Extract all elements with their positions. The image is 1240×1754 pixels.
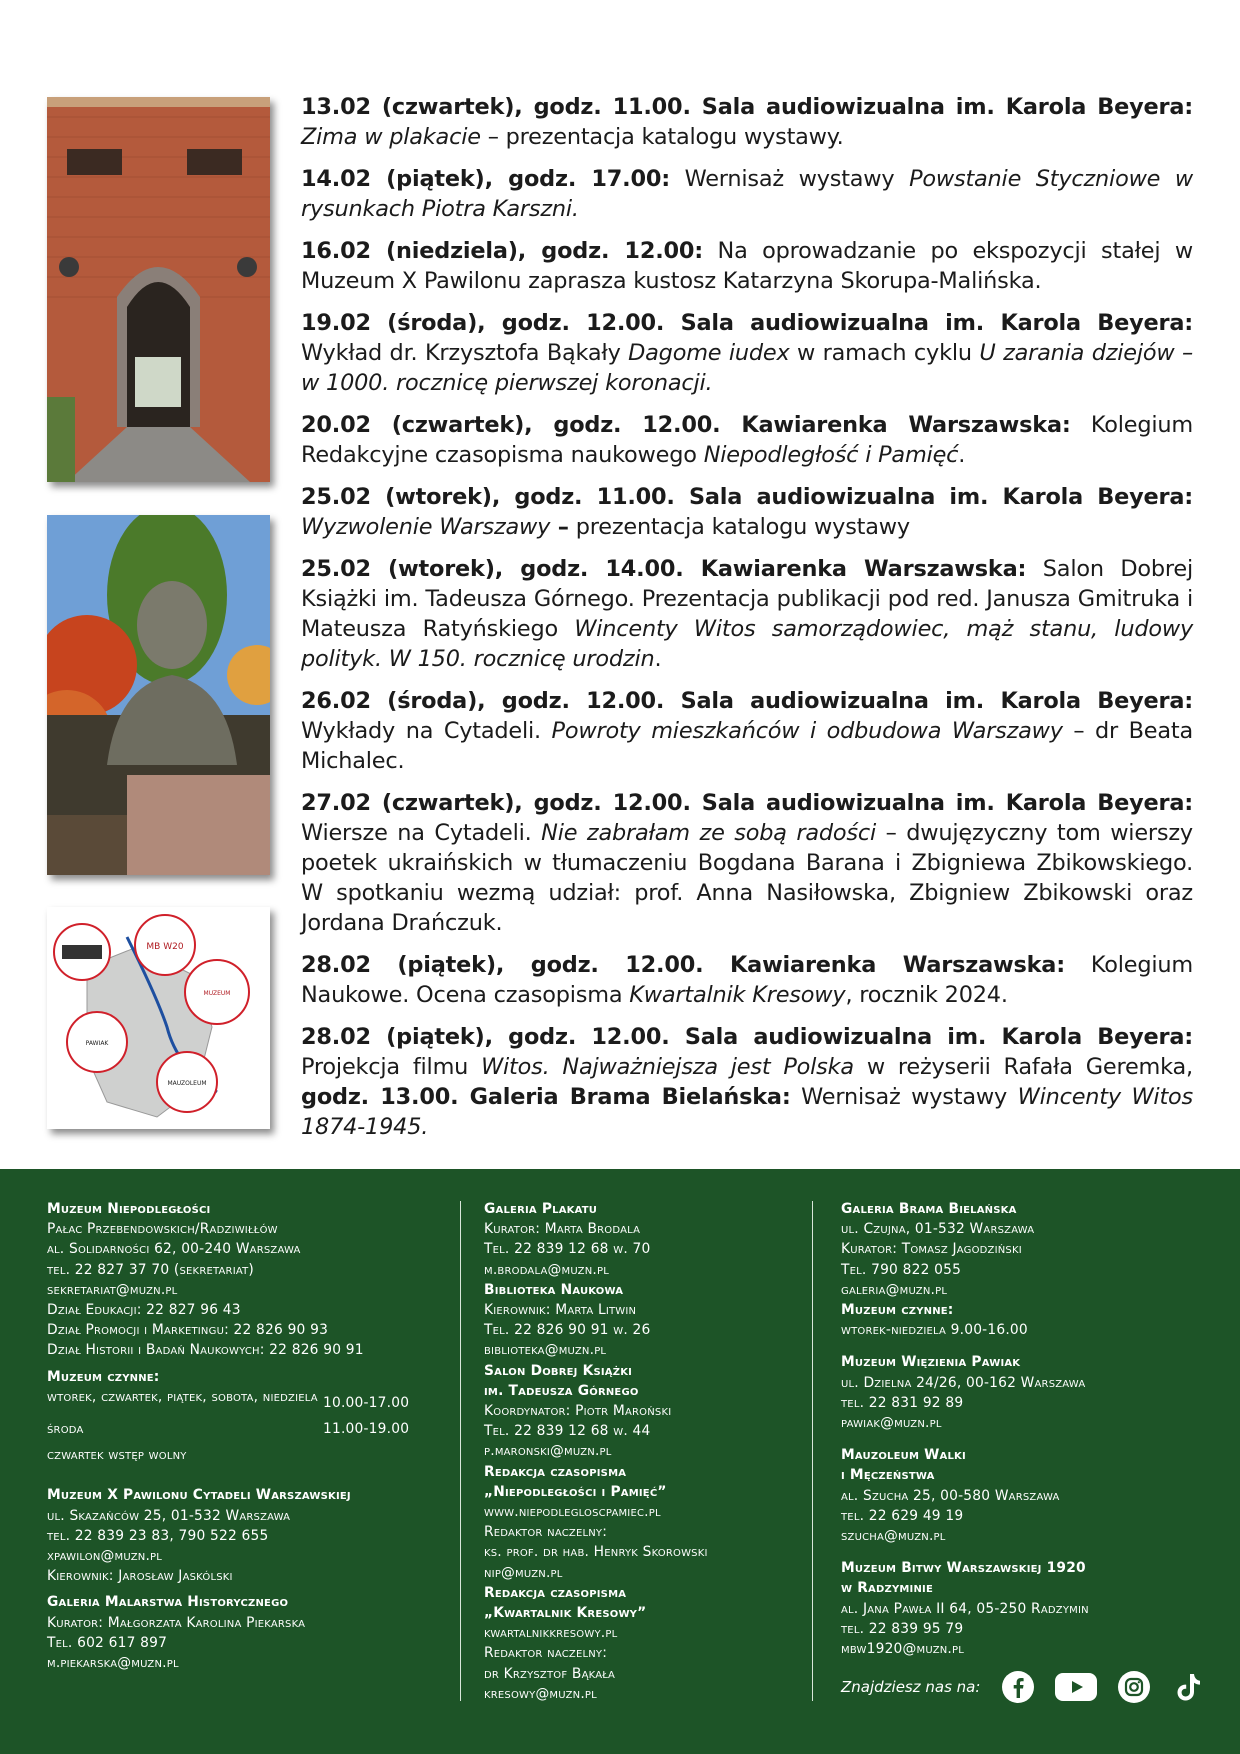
email-link[interactable]: xpawilon@muzn.pl bbox=[47, 1548, 163, 1565]
footer-heading: Redakcja czasopisma bbox=[484, 1584, 627, 1601]
citadel-gate-photo bbox=[47, 97, 270, 482]
email-link[interactable]: mbw1920@muzn.pl bbox=[841, 1641, 965, 1658]
email-link[interactable]: kresowy@muzn.pl bbox=[484, 1685, 597, 1702]
footer-heading: Galeria Plakatu bbox=[484, 1201, 598, 1217]
instagram-icon[interactable] bbox=[1116, 1669, 1152, 1705]
footer-column-main-museum: Muzeum Niepodległości Pałac Przebendowskich/Radziwiłłów al. Solidarności 62, 00-240 Warszawa tel. 22 827 37 70 (sekretariat) sekretariat@muzn.pl Dział Edukacji: 22 827 96 43 Dział Promocji i Marketingu: 22 826 90 93 Dział Historii i Badań Naukowych: 22 826 90 91 Muzeum czynne: wtorek, czwartek, piątek, sobota, niedziela 10.00-17.00 środa 11.00-19.00 czwartek wstęp wolny Muzeum X Pawilonu Cytadeli Warszawskiej ul. Skazańców 25, 01-532 Warszawa tel. 22 839 23 83, 790 522 655 xpawilon@muzn.pl Kierownik: Jarosław Jaskólski Galeria Malarstwa Historycznego Kurator: Małgorzata Karolina Piekarska Tel. 602 617 897 m.piekarska@muzn.pl bbox=[47, 1199, 457, 1673]
map-label-mbw: MB W20 bbox=[146, 942, 184, 952]
event-item: 25.02 (wtorek), godz. 14.00. Kawiarenka Warszawska: Salon Dobrej Książki im. Tadeusza Górnego. Prezentacja publikacji pod red. Janusza Gmitruka i Mateusza Ratyńskiego Wincenty Witos samorządowiec, mąż stanu, ludowy polityk. W 150. rocznicę urodzin. bbox=[301, 556, 1193, 672]
event-item: 13.02 (czwartek), godz. 11.00. Sala audiowizualna im. Karola Beyera: Zima w plakacie – prezentacja katalogu wystawy. bbox=[301, 94, 1193, 150]
witos-bust-photo bbox=[47, 515, 270, 875]
footer-heading: Muzeum Niepodległości bbox=[47, 1201, 211, 1217]
social-label: Znajdziesz nas na: bbox=[841, 1678, 981, 1696]
footer-column-branches: Galeria Brama Bielańska ul. Czujna, 01-532 Warszawa Kurator: Tomasz Jagodziński Tel. 790 822 055 galeria@muzn.pl Muzeum czynne: wtorek-niedziela 9.00-16.00 Muzeum Więzienia Pawiak ul. Dzielna 24/26, 00-162 Warszawa tel. 22 831 92 89 pawiak@muzn.pl Mauzoleum Walki i Męczeństwa al. Szucha 25, 00-580 Warszawa tel. 22 629 49 19 szucha@muzn.pl Muzeum Bitwy Warszawskiej 1920 w Radzyminie al. Jana Pawła II 64, 05-250 Radzymin tel. 22 839 95 79 mbw1920@muzn.pl bbox=[841, 1199, 1181, 1659]
email-link[interactable]: m.brodala@muzn.pl bbox=[484, 1261, 609, 1278]
email-link[interactable]: galeria@muzn.pl bbox=[841, 1281, 948, 1298]
event-item: 16.02 (niedziela), godz. 12.00: Na oprowadzanie po ekspozycji stałej w Muzeum X Pawilonu zaprasza kustosz Katarzyna Skorupa-Malińska. bbox=[301, 238, 1193, 294]
facebook-icon[interactable] bbox=[1000, 1669, 1036, 1705]
footer-heading: Muzeum X Pawilonu Cytadeli Warszawskiej bbox=[47, 1487, 351, 1504]
footer-heading: Salon Dobrej Książki bbox=[484, 1362, 633, 1379]
footer-heading: Mauzoleum Walki bbox=[841, 1447, 966, 1464]
footer-heading: Biblioteka Naukowa bbox=[484, 1281, 624, 1298]
event-item: 14.02 (piątek), godz. 17.00: Wernisaż wystawy Powstanie Styczniowe w rysunkach Piotra Karszni. bbox=[301, 166, 1193, 222]
footer-heading: Muzeum Bitwy Warszawskiej 1920 bbox=[841, 1560, 1086, 1577]
event-item: 26.02 (środa), godz. 12.00. Sala audiowizualna im. Karola Beyera: Wykłady na Cytadeli. Powroty mieszkańców i odbudowa Warszawy – dr Beata Michalec. bbox=[301, 688, 1193, 774]
youtube-icon[interactable] bbox=[1054, 1669, 1098, 1705]
event-item: 28.02 (piątek), godz. 12.00. Kawiarenka Warszawska: Kolegium Naukowe. Ocena czasopisma Kwartalnik Kresowy, rocznik 2024. bbox=[301, 952, 1193, 1008]
map-label-niepodleglosci: MUZEUM bbox=[203, 990, 231, 997]
hours-heading: Muzeum czynne: bbox=[47, 1368, 160, 1385]
column-divider bbox=[460, 1201, 461, 1701]
email-link[interactable]: nip@muzn.pl bbox=[484, 1564, 563, 1581]
map-label-mauzoleum: MAUZOLEUM bbox=[167, 1080, 207, 1087]
event-item: 19.02 (środa), godz. 12.00. Sala audiowizualna im. Karola Beyera: Wykład dr. Krzysztofa Bąkały Dagome iudex w ramach cyklu U zarania dziejów – w 1000. rocznicę pierwszej koronacji. bbox=[301, 310, 1193, 396]
event-item: 28.02 (piątek), godz. 12.00. Sala audiowizualna im. Karola Beyera: Projekcja filmu Witos. Najważniejsza jest Polska w reżyserii Rafała Geremka, godz. 13.00. Galeria Brama Bielańska: Wernisaż wystawy Wincenty Witos 1874-1945. bbox=[301, 1024, 1193, 1140]
map-label-pawiak: PAWIAK bbox=[85, 1040, 109, 1047]
social-links bbox=[841, 1669, 1206, 1705]
website-link[interactable]: www.niepodlegloscpamiec.pl bbox=[484, 1504, 661, 1521]
website-link[interactable]: kwartalnikkresowy.pl bbox=[484, 1625, 618, 1642]
email-link[interactable]: biblioteka@muzn.pl bbox=[484, 1342, 607, 1359]
email-link[interactable]: pawiak@muzn.pl bbox=[841, 1415, 942, 1432]
email-link[interactable]: p.maronski@muzn.pl bbox=[484, 1443, 612, 1460]
events-list bbox=[301, 92, 1193, 1154]
hours-row: wtorek, czwartek, piątek, sobota, niedziela 10.00-17.00 bbox=[47, 1388, 410, 1411]
contact-footer bbox=[0, 1169, 1240, 1754]
hours-heading: Muzeum czynne: bbox=[841, 1302, 954, 1319]
footer-column-departments: Galeria Plakatu Kurator: Marta Brodala Tel. 22 839 12 68 w. 70 m.brodala@muzn.pl Biblioteka Naukowa Kierownik: Marta Litwin Tel. 22 826 90 91 w. 26 biblioteka@muzn.pl Salon Dobrej Książki im. Tadeusza Górnego Koordynator: Piotr Maroński Tel. 22 839 12 68 w. 44 p.maronski@muzn.pl Redakcja czasopisma „Niepodległości i Pamięć” www.niepodlegloscpamiec.pl Redaktor naczelny: ks. prof. dr hab. Henryk Skorowski nip@muzn.pl Redakcja czasopisma „Kwartalnik Kresowy” kwartalnikkresowy.pl Redaktor naczelny: dr Krzysztof Bąkała kresowy@muzn.pl bbox=[484, 1199, 814, 1704]
footer-heading: Galeria Brama Bielańska bbox=[841, 1201, 1017, 1217]
museum-branches-map bbox=[47, 907, 270, 1129]
footer-heading: Redakcja czasopisma bbox=[484, 1463, 627, 1480]
event-item: 27.02 (czwartek), godz. 12.00. Sala audiowizualna im. Karola Beyera: Wiersze na Cytadeli. Nie zabrałam ze sobą radości – dwujęzyczny tom wierszy poetek ukraińskich w tłumaczeniu Bogdana Barana i Zbigniewa Zbikowskiego. W spotkaniu wezmą udział: prof. Anna Nasiłowska, Zbigniew Zbikowski oraz Jordana Drańczuk. bbox=[301, 790, 1193, 936]
email-link[interactable]: szucha@muzn.pl bbox=[841, 1528, 946, 1545]
email-link[interactable]: sekretariat@muzn.pl bbox=[47, 1281, 178, 1298]
footer-heading: Galeria Malarstwa Historycznego bbox=[47, 1594, 289, 1611]
hours-row: środa 11.00-19.00 bbox=[47, 1421, 410, 1438]
email-link[interactable]: m.piekarska@muzn.pl bbox=[47, 1655, 179, 1672]
tiktok-icon[interactable] bbox=[1170, 1669, 1206, 1705]
footer-heading: Muzeum Więzienia Pawiak bbox=[841, 1354, 1021, 1371]
event-item: 20.02 (czwartek), godz. 12.00. Kawiarenka Warszawska: Kolegium Redakcyjne czasopisma naukowego Niepodległość i Pamięć. bbox=[301, 412, 1193, 468]
event-item: 25.02 (wtorek), godz. 11.00. Sala audiowizualna im. Karola Beyera: Wyzwolenie Warszawy – prezentacja katalogu wystawy bbox=[301, 484, 1193, 540]
